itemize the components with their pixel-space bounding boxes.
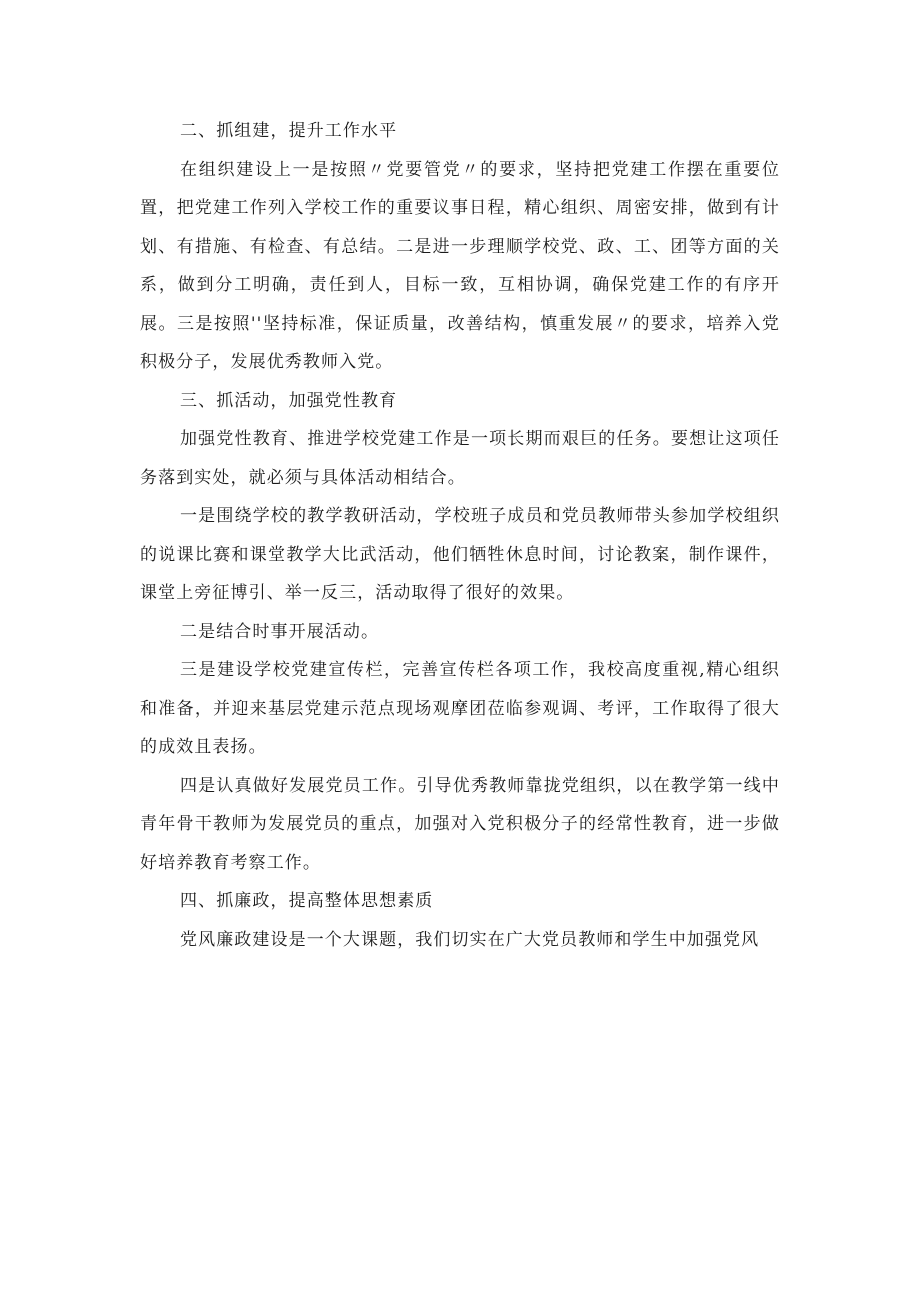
paragraph-integrity: 党风廉政建设是一个大课题，我们切实在广大党员教师和学生中加强党风 <box>180 929 760 950</box>
section-heading-4: 四、抓廉政，提高整体思想素质 <box>180 891 434 911</box>
paragraph-organization: 在组织建设上一是按照〃党要管党〃的要求，坚持把党建工作摆在重要位置，把党建工作列入学校工作的重要议事日程，精心组织、周密安排，做到有计划、有措施、有检查、有总结。二是进一步理顺学校党、政、工、团等方面的关系，做到分工明确，责任到人，目标一致，互相协调，确保党建工作的有序开展。三是按照''坚持标准，保证质量，改善结构，慎重发展〃的要求，培养入党积极分子，发展优秀教师入党。 <box>140 159 780 372</box>
paragraph-bulletin-board: 三是建设学校党建宣传栏，完善宣传栏各项工作，我校高度重视,精心组织和准备，并迎来基层党建示范点现场观摩团莅临参观调、考评，工作取得了很大的成效且表扬。 <box>140 660 780 757</box>
paragraph-member-development: 四是认真做好发展党员工作。引导优秀教师靠拢党组织，以在教学第一线中青年骨干教师为发展党员的重点，加强对入党积极分子的经常性教育，进一步做好培养教育考察工作。 <box>140 775 780 873</box>
paragraph-teaching-activities: 一是围绕学校的教学教研活动，学校班子成员和党员教师带头参加学校组织的说课比赛和课堂教学大比武活动，他们牺牲休息时间，讨论教案，制作课件，课堂上旁征博引、举一反三，活动取得了很好的效果。 <box>140 506 780 603</box>
paragraph-party-education-intro: 加强党性教育、推进学校党建工作是一项长期而艰巨的任务。要想让这项任务落到实处，就必须与具体活动相结合。 <box>140 429 780 488</box>
paragraph-current-events: 二是结合时事开展活动。 <box>180 621 380 642</box>
section-heading-3: 三、抓活动，加强党性教育 <box>180 390 398 411</box>
section-heading-2: 二、抓组建，提升工作水平 <box>180 121 398 141</box>
document-body <box>140 112 780 959</box>
